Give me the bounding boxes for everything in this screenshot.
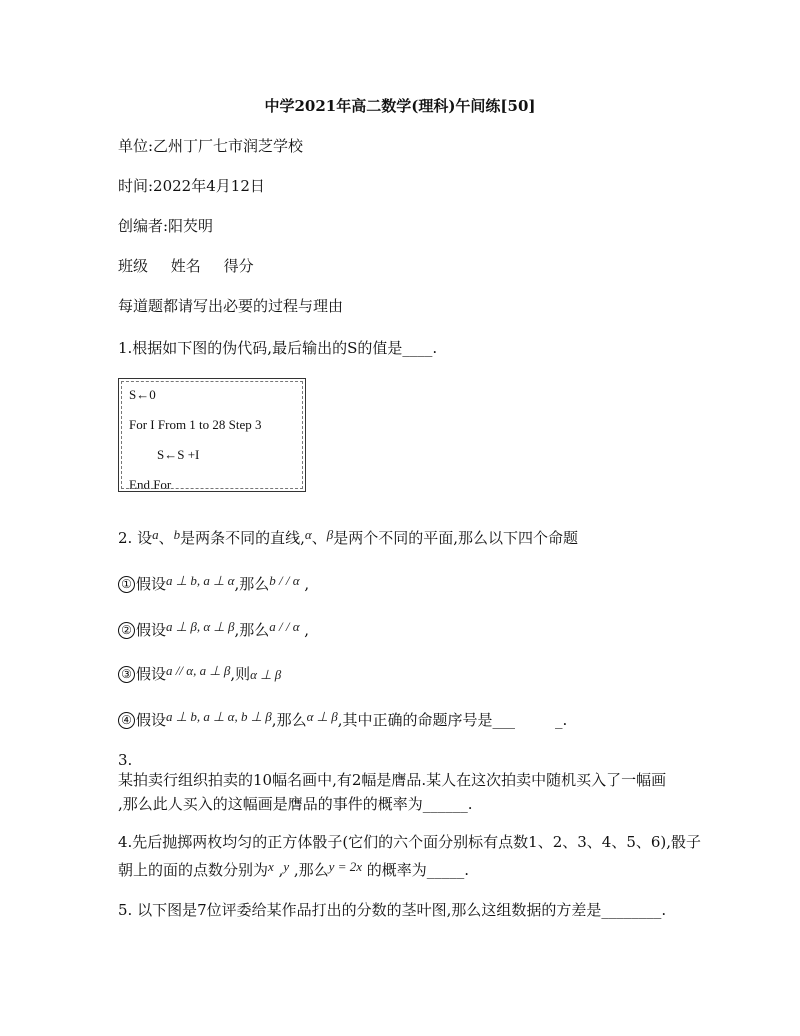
time-line: 时间:2022年4月12日 (118, 177, 265, 195)
question-3-line-1: 某拍卖行组织拍卖的10幅名画中,有2幅是膺品.某人在这次拍卖中随机买入了一幅画 (118, 771, 667, 789)
code-line-4: End For (129, 477, 172, 492)
author-line: 创编者:阳芡明 (118, 217, 214, 235)
q2-option-3: ③ 假设a // α, a ⊥ β,则α ⊥ β (118, 664, 281, 685)
name-label: 姓名 (170, 257, 201, 275)
question-3-line-2: ,那么此人买入的这幅画是膺品的事件的概率为______. (118, 795, 473, 813)
q2-option-4: ④ 假设a ⊥ b, a ⊥ α, b ⊥ β,那么α ⊥ β,其中正确的命题序号是___ _. (118, 710, 567, 731)
question-3-number: 3. (118, 751, 133, 769)
question-1: 1.根据如下图的伪代码,最后输出的S的值是____. (118, 339, 438, 357)
code-line-1: S←0 (129, 387, 156, 402)
question-4-line-1: 4.先后抛掷两枚均匀的正方体骰子(它们的六个面分别标有点数1、2、3、4、5、6),骰子 (118, 833, 702, 851)
circled-number: ① (118, 576, 135, 593)
math-a: a (152, 527, 159, 542)
code-line-3: S←S +I (157, 447, 200, 462)
math-alpha: α (304, 527, 312, 542)
math-beta: β (326, 527, 334, 542)
question-4-line-2: 朝上的面的点数分别为x ,y ,那么y = 2x 的概率为_____. (118, 859, 470, 879)
class-label: 班级 (118, 257, 149, 275)
instruction-line: 每道题都请写出必要的过程与理由 (118, 297, 344, 315)
circled-number: ② (118, 622, 135, 639)
pseudocode-box (118, 378, 306, 492)
score-label: 得分 (223, 257, 254, 275)
q2-option-2: ② 假设a ⊥ β, α ⊥ β,那么a / / α , (118, 620, 309, 641)
q2-option-1: ① 假设a ⊥ b, a ⊥ α,那么b / / α , (118, 574, 309, 595)
question-2: 2. 设a、b是两条不同的直线,α、β是两个不同的平面,那么以下四个命题 (118, 527, 578, 547)
header-fields (118, 256, 254, 276)
unit-line: 单位:乙州丁厂七市润芝学校 (118, 137, 304, 155)
circled-number: ③ (118, 666, 135, 683)
circled-number: ④ (118, 712, 135, 729)
question-5: 5. 以下图是7位评委给某作品打出的分数的茎叶图,那么这组数据的方差是________. (118, 901, 667, 919)
page-title: 中学2021年高二数学(理科)午间练[50] (264, 97, 536, 115)
code-line-2: For I From 1 to 28 Step 3 (129, 417, 262, 432)
math-b: b (173, 527, 181, 542)
